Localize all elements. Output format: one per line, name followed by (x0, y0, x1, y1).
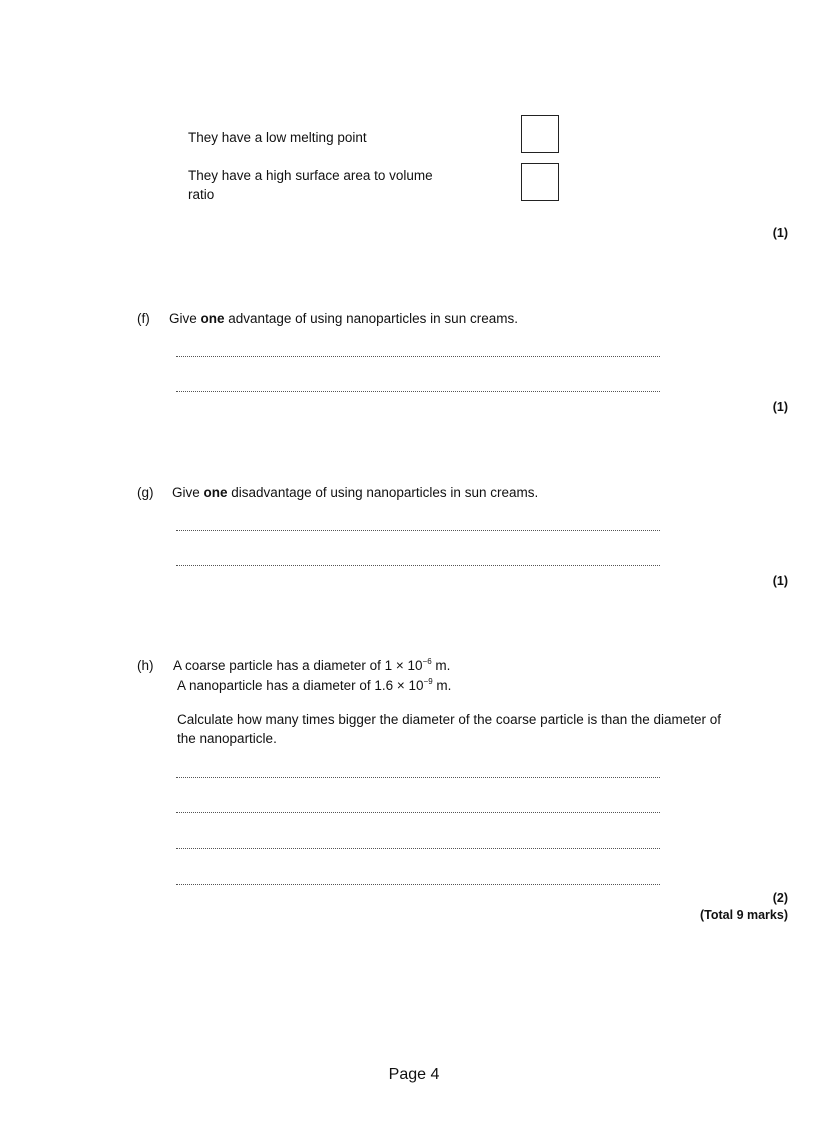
marks-h: (2) (772, 891, 788, 905)
page-number: Page 4 (388, 1066, 440, 1083)
question-f-emphasis: one (200, 311, 225, 326)
option-high-surface-area-line2: ratio (188, 187, 215, 202)
question-label-g: (g) (137, 485, 154, 500)
question-h-nano-diameter (177, 678, 451, 693)
coarse-diameter-unit: m. (431, 658, 451, 673)
question-f-prefix: Give (169, 311, 201, 326)
option-high-surface-area-line1: They have a high surface area to volume (188, 168, 433, 183)
total-marks: (Total 9 marks) (700, 908, 788, 922)
answer-line-g-1[interactable] (176, 530, 660, 531)
nano-diameter-unit: m. (432, 678, 452, 693)
question-text-f (169, 311, 518, 326)
answer-line-h-1[interactable] (176, 777, 660, 778)
marks-f: (1) (772, 400, 788, 414)
answer-box-low-melting-point[interactable] (521, 115, 559, 153)
question-h-instruction-line1: Calculate how many times bigger the diameter of the coarse particle is than the diameter of (177, 712, 722, 727)
answer-line-h-3[interactable] (176, 848, 660, 849)
question-h-instruction-line2: the nanoparticle. (177, 731, 277, 746)
nano-diameter-base: A nanoparticle has a diameter of 1.6 × 10 (177, 678, 424, 693)
question-g-suffix: disadvantage of using nanoparticles in sun creams. (227, 485, 539, 500)
answer-line-g-2[interactable] (176, 565, 660, 566)
question-g-emphasis: one (203, 485, 228, 500)
marks-e: (1) (772, 226, 788, 240)
question-label-f: (f) (137, 311, 150, 326)
nano-diameter-exponent: −9 (423, 677, 433, 686)
coarse-diameter-base: A coarse particle has a diameter of 1 × 10 (173, 658, 423, 673)
option-low-melting-point: They have a low melting point (188, 130, 367, 145)
answer-line-h-4[interactable] (176, 884, 660, 885)
answer-line-f-2[interactable] (176, 391, 660, 392)
answer-line-f-1[interactable] (176, 356, 660, 357)
answer-line-h-2[interactable] (176, 812, 660, 813)
question-h-coarse-diameter (173, 658, 450, 673)
question-label-h: (h) (137, 658, 154, 673)
question-f-suffix: advantage of using nanoparticles in sun creams. (224, 311, 518, 326)
question-g-prefix: Give (172, 485, 204, 500)
marks-g: (1) (772, 574, 788, 588)
answer-box-high-surface-area[interactable] (521, 163, 559, 201)
coarse-diameter-exponent: −6 (422, 657, 432, 666)
question-text-g (172, 485, 538, 500)
